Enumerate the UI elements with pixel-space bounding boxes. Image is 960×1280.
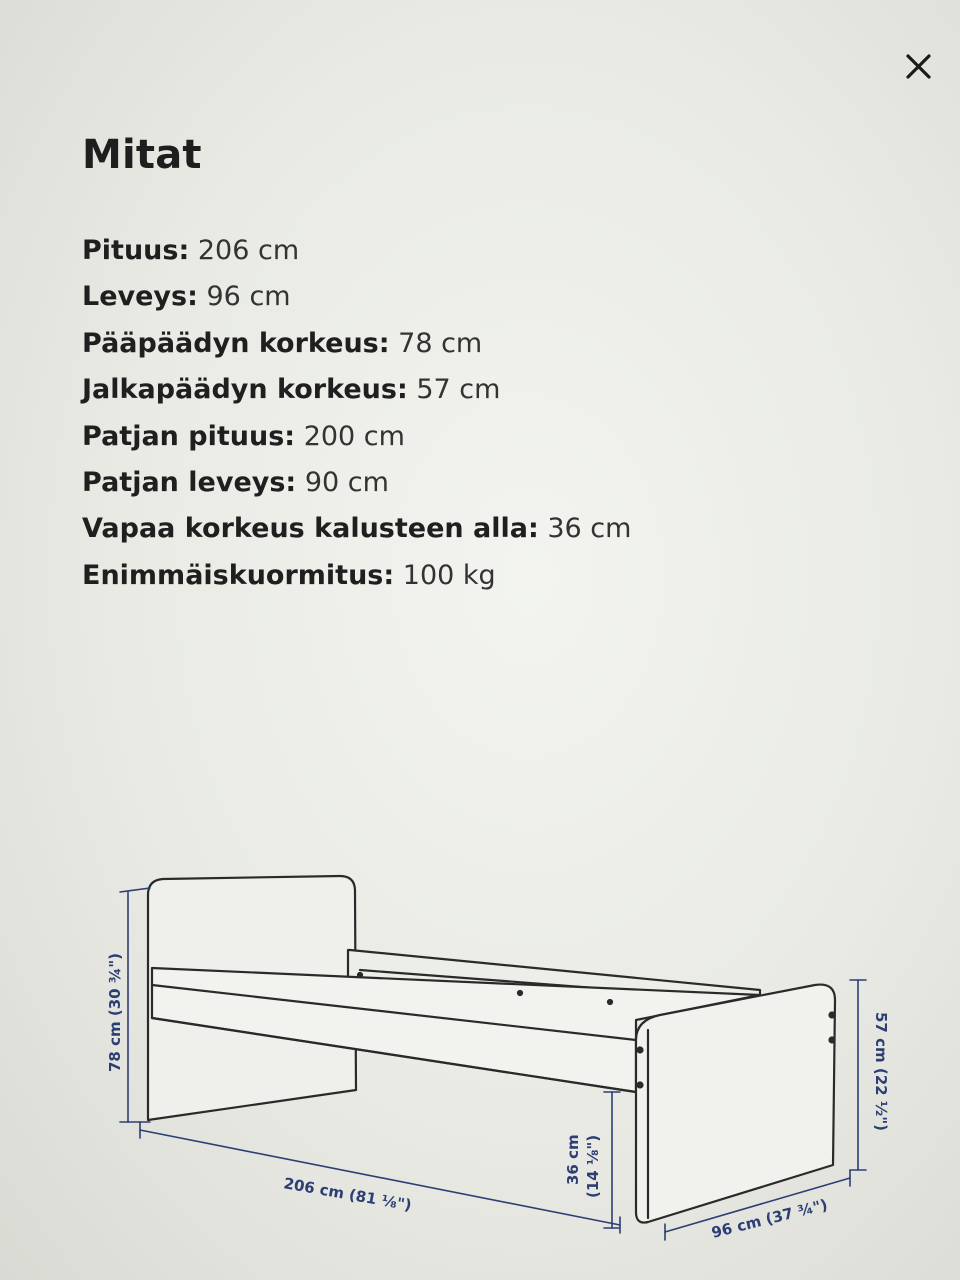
spec-value: 200 cm	[303, 420, 405, 452]
spec-value: 36 cm	[547, 513, 632, 545]
dim-under-height-inches: (14 ⅛")	[584, 1134, 602, 1198]
spec-value: 96 cm	[206, 281, 291, 313]
spec-row-free-height	[82, 506, 631, 552]
dim-width: 96 cm (37 ¾")	[709, 1195, 830, 1242]
spec-row-max-load	[82, 553, 631, 599]
spec-label: Jalkapäädyn korkeus:	[82, 374, 408, 406]
spec-row-headboard-height	[82, 321, 631, 367]
spec-label: Leveys:	[82, 281, 198, 313]
spec-value: 57 cm	[416, 374, 501, 406]
spec-label: Enimmäiskuormitus:	[82, 559, 395, 591]
dim-footboard-height: 57 cm (22 ½")	[872, 1012, 890, 1131]
spec-value: 78 cm	[398, 327, 483, 359]
dim-under-height: 36 cm	[564, 1134, 582, 1185]
bed-drawing	[148, 876, 835, 1223]
bed-dimension-diagram	[90, 860, 910, 1260]
spec-value: 90 cm	[304, 466, 389, 498]
close-button[interactable]	[898, 46, 940, 88]
spec-label: Pituus:	[82, 235, 190, 266]
spec-label: Pääpäädyn korkeus:	[82, 327, 390, 359]
spec-row-mattress-width	[82, 460, 631, 506]
spec-row-length	[82, 228, 631, 274]
dim-headboard-height: 78 cm (30 ¾")	[106, 953, 124, 1072]
spec-label: Patjan pituus:	[82, 420, 296, 452]
spec-row-footboard-height	[82, 367, 631, 413]
spec-label: Vapaa korkeus kalusteen alla:	[82, 513, 539, 545]
spec-list	[82, 228, 631, 599]
dim-length: 206 cm (81 ⅛")	[282, 1174, 413, 1215]
spec-value: 100 kg	[402, 559, 496, 591]
close-icon	[898, 46, 940, 88]
spec-row-mattress-length	[82, 414, 631, 460]
spec-label: Patjan leveys:	[82, 466, 297, 498]
spec-row-width	[82, 274, 631, 320]
footboard	[636, 985, 835, 1223]
dialog-title: Mitat	[82, 132, 202, 178]
spec-value: 206 cm	[197, 235, 300, 266]
